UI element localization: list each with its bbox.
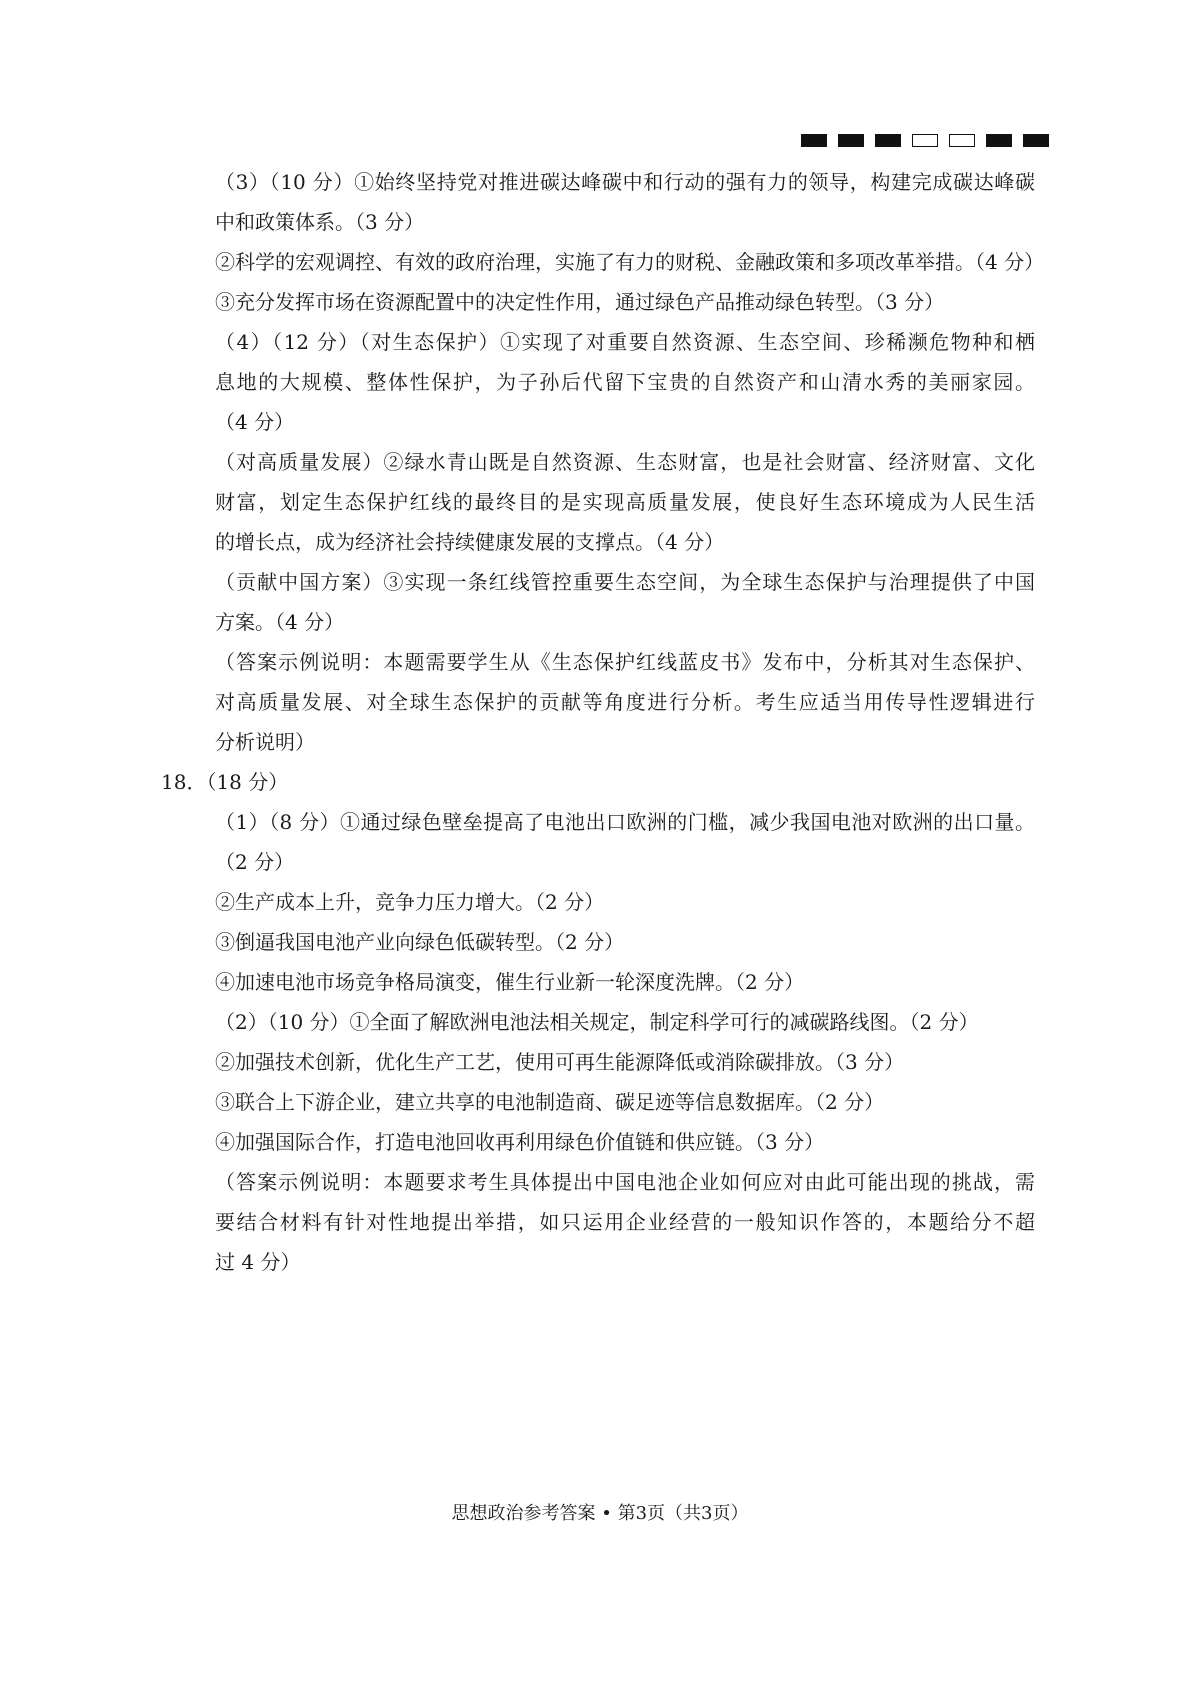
text-line: （4）（12 分）（对生态保护）①实现了对重要自然资源、生态空间、珍稀濒危物种和栖	[215, 330, 1035, 354]
header-marks	[801, 134, 1049, 147]
text-line: 对高质量发展、对全球生态保护的贡献等角度进行分析。考生应适当用传导性逻辑进行	[215, 690, 1035, 714]
header-mark-filled	[986, 134, 1012, 147]
header-mark-filled	[838, 134, 864, 147]
text-line: （3）（10 分）①始终坚持党对推进碳达峰碳中和行动的强有力的领导，构建完成碳达峰碳	[215, 170, 1035, 194]
text-line: 过 4 分）	[215, 1250, 301, 1274]
text-line: ②加强技术创新，优化生产工艺，使用可再生能源降低或消除碳排放。（3 分）	[215, 1050, 905, 1074]
text-line: 分析说明）	[215, 730, 315, 754]
text-line: （贡献中国方案）③实现一条红线管控重要生态空间，为全球生态保护与治理提供了中国	[215, 570, 1035, 594]
text-line: ③充分发挥市场在资源配置中的决定性作用，通过绿色产品推动绿色转型。（3 分）	[215, 290, 945, 314]
text-line: 中和政策体系。（3 分）	[215, 210, 425, 234]
text-line: ②生产成本上升，竞争力压力增大。（2 分）	[215, 890, 605, 914]
text-line: ④加速电池市场竞争格局演变，催生行业新一轮深度洗牌。（2 分）	[215, 970, 805, 994]
text-line: 财富，划定生态保护红线的最终目的是实现高质量发展，使良好生态环境成为人民生活	[215, 490, 1035, 514]
text-line: ②科学的宏观调控、有效的政府治理，实施了有力的财税、金融政策和多项改革举措。（4 分）	[215, 250, 1045, 274]
text-line: （2）（10 分）①全面了解欧洲电池法相关规定，制定科学可行的减碳路线图。（2 分）	[215, 1010, 979, 1034]
text-line: （2 分）	[215, 850, 295, 874]
text-line: （答案示例说明：本题要求考生具体提出中国电池企业如何应对由此可能出现的挑战，需	[215, 1170, 1035, 1194]
text-line: 息地的大规模、整体性保护，为子孙后代留下宝贵的自然资产和山清水秀的美丽家园。	[215, 370, 1035, 394]
text-line: 要结合材料有针对性地提出举措，如只运用企业经营的一般知识作答的，本题给分不超	[215, 1210, 1035, 1234]
text-line: （4 分）	[215, 410, 295, 434]
header-mark-empty	[949, 134, 975, 147]
header-mark-filled	[1023, 134, 1049, 147]
text-line: 的增长点，成为经济社会持续健康发展的支撑点。（4 分）	[215, 530, 725, 554]
text-line: （答案示例说明：本题需要学生从《生态保护红线蓝皮书》发布中，分析其对生态保护、	[215, 650, 1035, 674]
page-footer: 思想政治参考答案 • 第3页（共3页）	[451, 1503, 749, 1524]
text-line: 18．（18 分）	[161, 770, 289, 794]
header-mark-empty	[912, 134, 938, 147]
text-line: ③倒逼我国电池产业向绿色低碳转型。（2 分）	[215, 930, 625, 954]
text-line: ③联合上下游企业，建立共享的电池制造商、碳足迹等信息数据库。（2 分）	[215, 1090, 885, 1114]
header-mark-filled	[875, 134, 901, 147]
text-line: ④加强国际合作，打造电池回收再利用绿色价值链和供应链。（3 分）	[215, 1130, 825, 1154]
text-line: （1）（8 分）①通过绿色壁垒提高了电池出口欧洲的门槛，减少我国电池对欧洲的出口量。	[215, 810, 1035, 834]
text-line: 方案。（4 分）	[215, 610, 345, 634]
answer-body	[161, 162, 1045, 1282]
header-mark-filled	[801, 134, 827, 147]
text-line: （对高质量发展）②绿水青山既是自然资源、生态财富，也是社会财富、经济财富、文化	[215, 450, 1035, 474]
